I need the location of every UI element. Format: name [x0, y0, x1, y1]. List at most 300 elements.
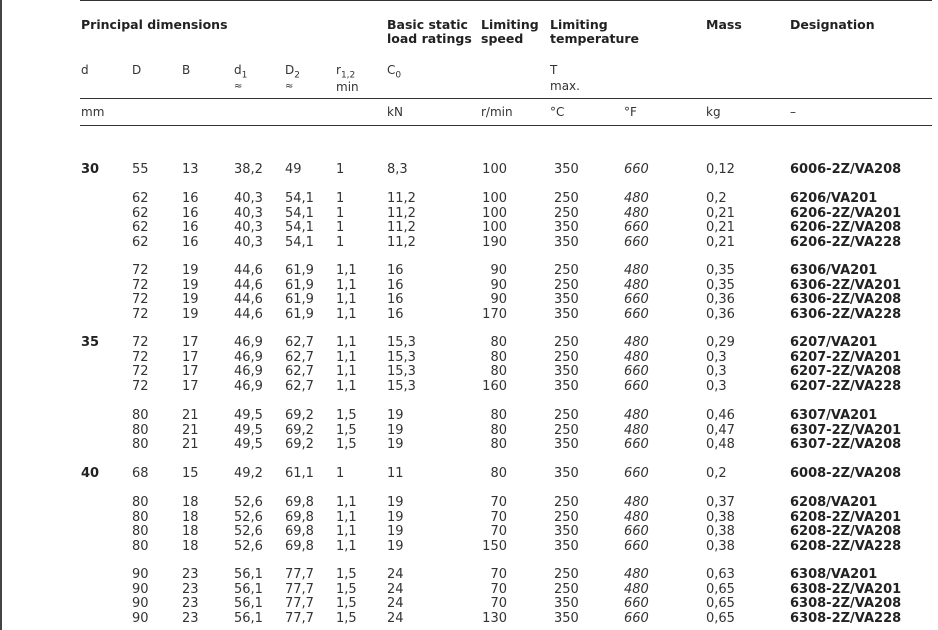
cell-load-rating-c0: 15,3: [387, 335, 416, 350]
units-bottom-rule: [80, 125, 932, 126]
cell-chamfer-r: 1,5: [336, 610, 357, 626]
unit-degf: °F: [624, 105, 637, 119]
header-mass: Mass: [706, 17, 742, 32]
table-row: [0, 236, 938, 250]
cell-temp-celsius: 350: [554, 378, 579, 394]
cell-width: 21: [182, 408, 199, 423]
cell-temp-fahrenheit: 480: [624, 205, 649, 221]
cell-temp-fahrenheit: 480: [624, 509, 649, 525]
cell-chamfer-r: 1: [336, 466, 345, 481]
table-row: [0, 511, 938, 525]
cell-mass: 0,21: [706, 234, 735, 250]
unit-kn: kN: [387, 105, 403, 119]
cell-load-rating-c0: 24: [387, 610, 404, 626]
cell-chamfer-r: 1,5: [336, 408, 357, 423]
cell-d1: 52,6: [234, 509, 263, 525]
cell-chamfer-r: 1,5: [336, 596, 357, 611]
cell-bore-d: 30: [81, 162, 100, 177]
header-basic-static-load-ratings: [387, 18, 472, 46]
cell-limiting-speed: 160: [482, 378, 507, 394]
cell-temp-celsius: 350: [554, 292, 579, 307]
cell-limiting-speed: 130: [482, 610, 507, 626]
cell-outer-diameter: 72: [132, 263, 149, 278]
cell-temp-fahrenheit: 660: [624, 610, 649, 626]
cell-limiting-speed: 100: [482, 162, 507, 177]
cell-chamfer-r: 1,1: [336, 277, 357, 293]
cell-limiting-speed: 70: [490, 596, 507, 611]
cell-width: 23: [182, 581, 199, 597]
table-row: [0, 568, 938, 582]
cell-width: 17: [182, 349, 199, 365]
cell-chamfer-r: 1,1: [336, 364, 357, 379]
cell-temp-fahrenheit: 660: [624, 524, 649, 539]
cell-chamfer-r: 1,1: [336, 306, 357, 322]
cell-d1: 49,2: [234, 466, 263, 481]
cell-d1: 44,6: [234, 306, 263, 322]
cell-width: 18: [182, 509, 199, 525]
table-row: [0, 380, 938, 394]
cell-designation: 6206/VA201: [790, 191, 878, 206]
table-top-rule: [80, 0, 932, 1]
table-row: [0, 192, 938, 206]
cell-d1: 46,9: [234, 349, 263, 365]
cell-load-rating-c0: 11,2: [387, 234, 416, 250]
cell-temp-celsius: 350: [554, 596, 579, 611]
cell-chamfer-r: 1: [336, 205, 345, 221]
cell-outer-diameter: 80: [132, 509, 149, 525]
cell-outer-diameter: 72: [132, 277, 149, 293]
cell-load-rating-c0: 19: [387, 495, 404, 510]
symbol-T: [550, 64, 580, 92]
unit-degc: °C: [550, 105, 565, 119]
cell-bore-d: 40: [81, 466, 100, 481]
cell-width: 15: [182, 466, 199, 481]
cell-designation: 6306-2Z/VA228: [790, 306, 902, 322]
cell-outer-diameter: 80: [132, 495, 149, 510]
cell-outer-diameter: 72: [132, 306, 149, 322]
cell-load-rating-c0: 19: [387, 524, 404, 539]
cell-load-rating-c0: 15,3: [387, 378, 416, 394]
cell-outer-diameter: 55: [132, 162, 149, 177]
cell-D2: 69,2: [285, 437, 314, 452]
cell-d1: 40,3: [234, 191, 263, 206]
cell-width: 17: [182, 335, 199, 350]
cell-temp-celsius: 250: [554, 408, 579, 423]
header-designation: Designation: [790, 17, 875, 32]
cell-limiting-speed: 90: [490, 277, 507, 293]
cell-width: 19: [182, 306, 199, 322]
cell-load-rating-c0: 19: [387, 509, 404, 525]
cell-d1: 46,9: [234, 335, 263, 350]
cell-d1: 44,6: [234, 277, 263, 293]
cell-outer-diameter: 80: [132, 524, 149, 539]
cell-outer-diameter: 72: [132, 335, 149, 350]
cell-load-rating-c0: 16: [387, 292, 404, 307]
cell-load-rating-c0: 8,3: [387, 162, 408, 177]
symbol-C0: [387, 64, 401, 81]
cell-load-rating-c0: 24: [387, 581, 404, 597]
cell-outer-diameter: 90: [132, 610, 149, 626]
cell-d1: 49,5: [234, 437, 263, 452]
cell-limiting-speed: 70: [490, 495, 507, 510]
cell-D2: 61,9: [285, 306, 314, 322]
symbol-r-base: r: [336, 63, 341, 77]
cell-outer-diameter: 62: [132, 234, 149, 250]
cell-designation: 6008-2Z/VA208: [790, 466, 902, 481]
cell-limiting-speed: 70: [490, 524, 507, 539]
cell-d1: 46,9: [234, 378, 263, 394]
cell-width: 13: [182, 162, 199, 177]
cell-temp-celsius: 350: [554, 466, 579, 481]
cell-load-rating-c0: 19: [387, 437, 404, 452]
cell-width: 17: [182, 364, 199, 379]
symbol-D: D: [132, 63, 142, 77]
table-row: [0, 336, 938, 350]
cell-designation: 6006-2Z/VA208: [790, 162, 902, 177]
table-row: [0, 438, 938, 452]
symbol-B: B: [182, 63, 191, 77]
cell-chamfer-r: 1,1: [336, 524, 357, 539]
cell-chamfer-r: 1: [336, 220, 345, 235]
symbol-r-sub: 1,2: [340, 70, 356, 81]
cell-designation: 6306-2Z/VA201: [790, 277, 902, 293]
cell-D2: 61,9: [285, 292, 314, 307]
cell-temp-celsius: 350: [554, 538, 579, 554]
cell-load-rating-c0: 11,2: [387, 220, 416, 235]
symbol-r-min: min: [336, 80, 359, 95]
cell-designation: 6306/VA201: [790, 263, 878, 278]
symbol-D2-sub: 2: [294, 70, 300, 81]
cell-outer-diameter: 62: [132, 191, 149, 206]
cell-designation: 6206-2Z/VA228: [790, 234, 902, 250]
cell-mass: 0,48: [706, 437, 735, 452]
cell-outer-diameter: 72: [132, 378, 149, 394]
cell-limiting-speed: 80: [490, 349, 507, 365]
cell-temp-fahrenheit: 480: [624, 263, 649, 278]
header-basic-static-line2: load ratings: [387, 31, 472, 46]
cell-chamfer-r: 1,1: [336, 495, 357, 510]
cell-outer-diameter: 90: [132, 567, 149, 582]
cell-designation: 6207-2Z/VA228: [790, 378, 902, 394]
header-limiting-temperature: [550, 18, 639, 46]
cell-temp-celsius: 350: [554, 364, 579, 379]
cell-D2: 54,1: [285, 205, 314, 221]
table-row: [0, 279, 938, 293]
cell-designation: 6308/VA201: [790, 567, 878, 582]
cell-d1: 40,3: [234, 205, 263, 221]
cell-limiting-speed: 190: [482, 234, 507, 250]
table-row: [0, 583, 938, 597]
units-top-rule: [80, 98, 932, 99]
cell-limiting-speed: 80: [490, 408, 507, 423]
cell-outer-diameter: 80: [132, 538, 149, 554]
cell-temp-fahrenheit: 480: [624, 277, 649, 293]
cell-mass: 0,3: [706, 378, 727, 394]
table-row: [0, 409, 938, 423]
header-limiting-temp-line2: temperature: [550, 31, 640, 46]
cell-limiting-speed: 80: [490, 437, 507, 452]
cell-designation: 6208-2Z/VA208: [790, 524, 902, 539]
cell-width: 18: [182, 538, 199, 554]
cell-designation: 6208-2Z/VA201: [790, 509, 902, 525]
unit-mm: mm: [81, 105, 105, 119]
cell-temp-fahrenheit: 480: [624, 408, 649, 423]
cell-d1: 52,6: [234, 538, 263, 554]
cell-limiting-speed: 90: [490, 263, 507, 278]
cell-outer-diameter: 68: [132, 466, 149, 481]
cell-mass: 0,2: [706, 191, 727, 206]
cell-mass: 0,21: [706, 220, 735, 235]
cell-temp-fahrenheit: 480: [624, 335, 649, 350]
cell-d1: 44,6: [234, 263, 263, 278]
cell-outer-diameter: 80: [132, 408, 149, 423]
header-principal-dimensions: Principal dimensions: [81, 17, 228, 32]
cell-temp-fahrenheit: 660: [624, 292, 649, 307]
cell-D2: 62,7: [285, 335, 314, 350]
cell-width: 19: [182, 292, 199, 307]
cell-width: 16: [182, 220, 199, 235]
unit-dash: –: [790, 105, 796, 119]
cell-temp-celsius: 250: [554, 335, 579, 350]
unit-kg: kg: [706, 105, 721, 119]
cell-mass: 0,65: [706, 581, 735, 597]
cell-temp-fahrenheit: 480: [624, 191, 649, 206]
cell-mass: 0,38: [706, 509, 735, 525]
cell-D2: 62,7: [285, 378, 314, 394]
table-row: [0, 308, 938, 322]
cell-load-rating-c0: 19: [387, 408, 404, 423]
cell-outer-diameter: 90: [132, 581, 149, 597]
cell-d1: 49,5: [234, 422, 263, 438]
table-row: [0, 424, 938, 438]
cell-temp-celsius: 250: [554, 205, 579, 221]
cell-D2: 62,7: [285, 364, 314, 379]
cell-designation: 6206-2Z/VA201: [790, 205, 902, 221]
symbol-D2-approx: ≈: [285, 81, 294, 93]
cell-load-rating-c0: 11,2: [387, 205, 416, 221]
table-row: [0, 207, 938, 221]
cell-designation: 6208/VA201: [790, 495, 878, 510]
cell-D2: 61,9: [285, 277, 314, 293]
cell-chamfer-r: 1,5: [336, 437, 357, 452]
cell-temp-fahrenheit: 480: [624, 567, 649, 582]
symbol-d1-sub: 1: [241, 70, 248, 81]
cell-d1: 49,5: [234, 408, 263, 423]
cell-temp-fahrenheit: 660: [624, 162, 649, 177]
cell-designation: 6308-2Z/VA208: [790, 596, 902, 611]
table-row: [0, 293, 938, 307]
symbol-T-max: max.: [550, 79, 580, 93]
cell-width: 16: [182, 234, 199, 250]
cell-mass: 0,38: [706, 524, 735, 539]
cell-chamfer-r: 1,5: [336, 422, 357, 438]
cell-mass: 0,38: [706, 538, 735, 554]
cell-temp-celsius: 350: [554, 306, 579, 322]
header-limiting-speed-line2: speed: [481, 31, 524, 46]
cell-temp-celsius: 250: [554, 567, 579, 582]
cell-D2: 49: [285, 162, 302, 177]
cell-limiting-speed: 80: [490, 335, 507, 350]
cell-d1: 52,6: [234, 495, 263, 510]
cell-chamfer-r: 1,1: [336, 292, 357, 307]
cell-load-rating-c0: 16: [387, 306, 404, 322]
cell-outer-diameter: 62: [132, 205, 149, 221]
unit-rmin: r/min: [481, 105, 513, 119]
symbol-D2-base: D: [285, 63, 295, 77]
cell-D2: 77,7: [285, 610, 314, 626]
cell-designation: 6207-2Z/VA201: [790, 349, 902, 365]
cell-width: 23: [182, 610, 199, 626]
cell-limiting-speed: 80: [490, 364, 507, 379]
cell-temp-fahrenheit: 480: [624, 349, 649, 365]
symbol-d1: [234, 64, 247, 93]
cell-D2: 54,1: [285, 234, 314, 250]
cell-designation: 6307-2Z/VA201: [790, 422, 902, 438]
cell-d1: 40,3: [234, 234, 263, 250]
cell-D2: 54,1: [285, 191, 314, 206]
cell-temp-celsius: 250: [554, 581, 579, 597]
symbol-r12: [336, 64, 359, 93]
table-row: [0, 467, 938, 481]
header-limiting-temp-line1: Limiting: [550, 17, 608, 32]
cell-temp-fahrenheit: 660: [624, 220, 649, 235]
cell-width: 23: [182, 567, 199, 582]
symbol-C0-base: C: [387, 63, 396, 77]
cell-d1: 46,9: [234, 364, 263, 379]
table-row: [0, 351, 938, 365]
cell-chamfer-r: 1: [336, 162, 345, 177]
cell-D2: 69,8: [285, 495, 314, 510]
cell-limiting-speed: 80: [490, 466, 507, 481]
cell-chamfer-r: 1,5: [336, 567, 357, 582]
cell-temp-celsius: 250: [554, 422, 579, 438]
table-row: [0, 540, 938, 554]
cell-chamfer-r: 1,5: [336, 581, 357, 597]
cell-outer-diameter: 72: [132, 292, 149, 307]
cell-outer-diameter: 80: [132, 422, 149, 438]
cell-temp-celsius: 250: [554, 349, 579, 365]
cell-limiting-speed: 70: [490, 509, 507, 525]
cell-temp-fahrenheit: 660: [624, 538, 649, 554]
cell-outer-diameter: 90: [132, 596, 149, 611]
cell-temp-celsius: 250: [554, 263, 579, 278]
cell-outer-diameter: 72: [132, 364, 149, 379]
cell-width: 21: [182, 437, 199, 452]
table-row: [0, 496, 938, 510]
cell-chamfer-r: 1,1: [336, 538, 357, 554]
symbol-C0-sub: 0: [395, 70, 402, 81]
cell-limiting-speed: 150: [482, 538, 507, 554]
cell-d1: 56,1: [234, 610, 263, 626]
cell-load-rating-c0: 11: [387, 466, 404, 481]
cell-load-rating-c0: 24: [387, 596, 404, 611]
cell-temp-fahrenheit: 660: [624, 437, 649, 452]
cell-mass: 0,65: [706, 596, 735, 611]
table-row: [0, 612, 938, 626]
cell-outer-diameter: 72: [132, 349, 149, 365]
cell-d1: 56,1: [234, 567, 263, 582]
cell-temp-celsius: 350: [554, 162, 579, 177]
cell-temp-celsius: 250: [554, 277, 579, 293]
symbol-D2: [285, 64, 300, 93]
symbol-d: d: [81, 63, 89, 77]
cell-D2: 61,9: [285, 263, 314, 278]
cell-D2: 62,7: [285, 349, 314, 365]
cell-D2: 69,8: [285, 538, 314, 554]
cell-mass: 0,65: [706, 610, 735, 626]
cell-mass: 0,36: [706, 306, 735, 322]
cell-d1: 44,6: [234, 292, 263, 307]
table-row: [0, 264, 938, 278]
cell-outer-diameter: 62: [132, 220, 149, 235]
cell-chamfer-r: 1,1: [336, 335, 357, 350]
cell-load-rating-c0: 16: [387, 277, 404, 293]
cell-width: 16: [182, 191, 199, 206]
cell-designation: 6308-2Z/VA228: [790, 610, 902, 626]
cell-mass: 0,29: [706, 335, 735, 350]
cell-d1: 52,6: [234, 524, 263, 539]
cell-width: 21: [182, 422, 199, 438]
cell-D2: 77,7: [285, 596, 314, 611]
cell-load-rating-c0: 24: [387, 567, 404, 582]
cell-d1: 40,3: [234, 220, 263, 235]
cell-load-rating-c0: 15,3: [387, 349, 416, 365]
cell-temp-fahrenheit: 660: [624, 234, 649, 250]
cell-D2: 69,8: [285, 524, 314, 539]
cell-D2: 77,7: [285, 567, 314, 582]
cell-width: 19: [182, 277, 199, 293]
cell-designation: 6207-2Z/VA208: [790, 364, 902, 379]
cell-load-rating-c0: 19: [387, 538, 404, 554]
cell-designation: 6308-2Z/VA201: [790, 581, 902, 597]
cell-D2: 61,1: [285, 466, 314, 481]
table-row: [0, 221, 938, 235]
cell-temp-celsius: 250: [554, 191, 579, 206]
cell-mass: 0,37: [706, 495, 735, 510]
cell-temp-celsius: 350: [554, 220, 579, 235]
cell-width: 19: [182, 263, 199, 278]
cell-temp-fahrenheit: 660: [624, 466, 649, 481]
cell-temp-fahrenheit: 660: [624, 596, 649, 611]
cell-load-rating-c0: 19: [387, 422, 404, 438]
cell-limiting-speed: 100: [482, 205, 507, 221]
cell-mass: 0,35: [706, 277, 735, 293]
cell-width: 18: [182, 495, 199, 510]
cell-limiting-speed: 170: [482, 306, 507, 322]
cell-outer-diameter: 80: [132, 437, 149, 452]
cell-temp-fahrenheit: 660: [624, 378, 649, 394]
cell-mass: 0,36: [706, 292, 735, 307]
cell-width: 16: [182, 205, 199, 221]
cell-D2: 77,7: [285, 581, 314, 597]
cell-D2: 69,2: [285, 422, 314, 438]
cell-designation: 6206-2Z/VA208: [790, 220, 902, 235]
cell-temp-celsius: 350: [554, 524, 579, 539]
cell-chamfer-r: 1: [336, 234, 345, 250]
cell-temp-fahrenheit: 480: [624, 422, 649, 438]
cell-designation: 6307-2Z/VA208: [790, 437, 902, 452]
cell-chamfer-r: 1,1: [336, 263, 357, 278]
cell-temp-celsius: 350: [554, 437, 579, 452]
cell-limiting-speed: 90: [490, 292, 507, 307]
header-limiting-speed-line1: Limiting: [481, 17, 539, 32]
cell-d1: 56,1: [234, 596, 263, 611]
cell-d1: 56,1: [234, 581, 263, 597]
cell-chamfer-r: 1,1: [336, 349, 357, 365]
cell-mass: 0,35: [706, 263, 735, 278]
symbol-d1-base: d: [234, 63, 242, 77]
cell-load-rating-c0: 15,3: [387, 364, 416, 379]
